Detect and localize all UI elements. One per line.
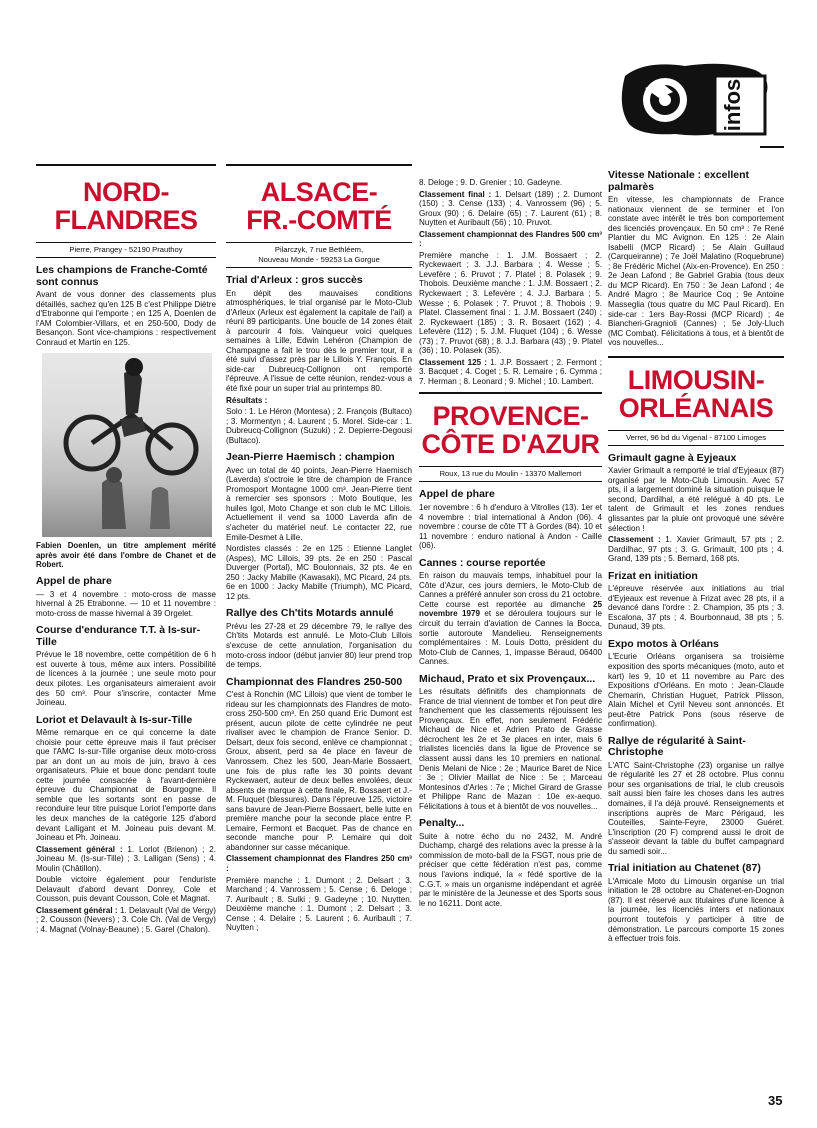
article-body: L'Ecurie Orléans organisera sa troisième exposition des sports mécaniques (moto, auto et kart) les 9, 10 et 11 novembre au Parc des Expositions d'Orléans. En moto : Jean-Claude Chemarin, Christian Huguet, Patrick Plisson, Alain Michel et Cyril Neveu sont annoncés. Et peut-être Patrick Pons (sous réserve de confirmation).: [608, 652, 784, 729]
column-limousin: [608, 170, 784, 946]
article-results-label: Classement championnat des Flandres 500 cm³ :: [419, 229, 602, 249]
article-body: Xavier Grimault a remporté le trial d'Eyjeaux (87) organisé par le Moto-Club Limousin. Avec 57 pts, il a largement dominé la situation puisque le second, Dardilhal, a été relégué à 40 pts. Le talent de Grimault et les zones rendues glissantes par la pluie ont provoqué une sévère sélection !: [608, 466, 784, 533]
article-title: Rallye des Ch'tits Motards annulé: [226, 607, 394, 620]
article-body: En dépit des mauvaises conditions atmosphériques, le trial organisé par le Moto-Club d'Arleux (Arleux est également la capitale de l'ail) a réuni 89 participants. Une boucle de 14 zones était à parcourir 4 fois. Vainqueur voici quelques semaines à Lille, Edwin Lehéron (Champion de Champagne a fait le trou dès le premier tour, il a été suivi d'assez près par le Lillois Y. François. En side-car Dubreucq-Collignon ont remporté l'épreuve. A l'issue de cette réunion, rendez-vous a été fixé pour un super trial au printemps 80.: [226, 288, 412, 393]
article-body: 1er novembre : 6 h d'enduro à Vitrolles (13). 1er et 4 novembre : trial international à Andon (06). 4 novembre : course de côte TT à Gordes (84). 10 et 11 novembre : enduro national à Andon - Caille (06).: [419, 502, 602, 551]
region-header-limousin: [608, 358, 784, 446]
column-rule-4: [760, 146, 784, 148]
column-rule-2: [226, 164, 412, 166]
region-address: Pilarczyk, 7 rue Bethléem, Nouveau Monde - 59253 La Gorgue: [258, 245, 380, 264]
article-body: — 3 et 4 novembre : moto-cross de masse hivernal à 25 Etrabonne. — 10 et 11 novembre : moto-cross de masse hivernal à 39 Orgelet.: [36, 589, 216, 618]
article-title: Trial initiation au Chatenet (87): [608, 862, 761, 875]
article-results: Classement : 1. Xavier Grimault, 57 pts ; 2. Dardilhac, 97 pts ; 3. G. Grimault, 100 pts ; 4. Grand, 139 pts ; 5. Bernard, 168 pts.: [608, 535, 784, 564]
article-body: Prévue le 18 novembre, cette compétition de 6 h est ouverte à tous, même aux inters. Possibilité de licences à la journée ; une seule moto pour deux pilotes. Les organisateurs aimeraient avoir des 50 cm³. Pour s'inscrire, contacter Mme Joineau.: [36, 650, 216, 708]
article-body: En raison du mauvais temps, inhabituel pour la Côte d'Azur, ces jours derniers, le Moto-Club de Cannes a préféré annuler son cross du 21 octobre. Cette course est reportée au dimanche 25 novembre 1979 et se déroulera toujours sur le circuit du terrain d'aviation de Cannes la Bocca, sortie autoroute Mandelieu. Renseignements complémentaires : M. Louis Dotto, président du Moto-Club de Cannes, 1, impasse Béraud, 06400 Cannes.: [419, 571, 603, 667]
column-provence: [419, 178, 602, 910]
article-title: Vitesse Nationale : excellent palmarès: [608, 169, 750, 193]
article-body: L'ATC Saint-Christophe (23) organise un rallye de régularité les 27 et 28 octobre. Plus connu pour ses organisations de trial, le club creusois sait aussi bien faire les choses dans les autres domaines, il l'a déjà prouvé. Renseignements et inscriptions auprès de Marc Périgaud, les Couteilles, Sainte-Feyre, 23000 Guéret. L'inscription (20 F) comprend aussi le droit de s'asseoir devant la table du buffet campagnard du samedi soir...: [608, 760, 784, 856]
infos-logo: [615, 58, 775, 140]
article-body: Même remarque en ce qui concerne la date choisie pour cette épreuve mais il faut préciser que l'AMC Is-sur-Tille organise deux moto-cross par an dont un au mois de juin, bravo à ces organisateurs. Pluie et boue donc pendant toute cette journée consacrée à l'avant-dernière épreuve du Championnat de Bourgogne. Il semble que les sortants sont en passe de reconduire leur titre puisque Loriot l'emporte dans les deux manches de la catégorie 125 d'abord devant Lalligant et M. Joineau puis devant M. Joineau et Ph. Joineau.: [36, 728, 216, 843]
article-title: Les champions de Franche-Comté sont connus: [36, 264, 208, 288]
article-body: L'Amicale Moto du Limousin organise un trial initiation le 28 octobre au Chatenet-en-Dognon (87). Il est réservé aux titulaires d'une licence à la journée, les licenciés inters et nationaux pourront toutefois y participer à titre de démonstration. Le parcours comporte 15 zones à effectuer trois fois.: [608, 876, 784, 944]
article-title: Appel de phare: [36, 575, 112, 588]
article-title: Loriot et Delavault à Is-sur-Tille: [36, 713, 193, 726]
page-number: 35: [768, 1093, 783, 1108]
article-title: Appel de phare: [419, 488, 495, 501]
article-body: Les résultats définitifs des championnats de France de trial viennent de tomber et l'on peut dire franchement que les classements réjouissent les Provençaux. En effet, non seulement Frédéric Michaud de Nice et Adrien Prato de Grasse décrochent les 2e et 3e places en inter, mais 6 trialistes licenciés dans la ligue de Provence se classent aussi dans les 10 premiers en national. Denis Melani de Nice : 2e ; Maurice Baret de Nice : 3e ; Olivier Maillat de Nice : 5e ; Marceau Montesinos d'Arles : 7e ; Michel Girard de Grasse et Philippe Ranc de Mazan : 10e ex-aequo. Félicitations à tous et à bientôt de vos nouvelles...: [419, 687, 602, 811]
article-results: Solo : 1. Le Héron (Montesa) ; 2. François (Bultaco) ; 3. Mormentyn ; 4. Laurent ; 5. Morel. Side-car : 1. Dubreucq-Collignon (Suzuki) ; 2. Depierre-Degousi (Bultaco).: [226, 407, 412, 445]
article-title: Penalty...: [419, 817, 465, 830]
region-title: NORD- FLANDRES: [54, 177, 198, 235]
article-body: Prévu les 27-28 et 29 décembre 79, le rallye des Ch'tits Motards est annulé. Le Moto-Club Lillois s'excuse de cette annulation, l'organisation du moto-cross indoor (début janvier 80) leur prend trop de temps.: [226, 621, 412, 670]
article-title: Michaud, Prato et six Provençaux...: [419, 672, 596, 685]
article-title: Trial d'Arleux : gros succès: [226, 274, 363, 286]
article-title: Rallye de régularité à Saint-Christophe: [608, 734, 746, 759]
article-results: Première manche : 1. J.M. Bossaert ; 2. Ryckewaert ; 3. J.J. Barbara ; 4. Wesse ; 5. Levefère ; 6. Pruvot ; 7. Platel ; 8. Polasek ; 9. Thobois. Deuxième manche : 1. J.M. Bossaert ; 2. Ryckewaert ; 3. Lefevère ; 4. J.J. Barbara ; 5. Wesse ; 6. Polasek ; 7. Pruvot ; 8. Thobois ; 9. Platel. Classement final : 1. J.M. Bossaert (240) ; 2. Ryckewaert (185) ; 3. R. Bosaert (162) ; 4. Lefevère (112) ; 5. J.M. Fluquet (104) ; 6. Wesse (73) ; 7. Pruvot (68) ; 8. J.J. Barbara (43) ; 9. Platel (36) ; 10. Polasek (35).: [419, 250, 602, 356]
region-header-nord: [36, 170, 216, 258]
region-address: Roux, 13 rue du Moulin - 13370 Mallemort: [439, 469, 582, 479]
region-header-provence: [419, 394, 602, 482]
region-address: Pierre, Prangey - 52190 Prauthoy: [69, 245, 183, 254]
article-title: Cannes : course reportée: [419, 556, 546, 569]
article-results: Classement général : 1. Delavault (Val de Vergy) ; 2. Cousson (Nevers) ; 3. Cole Ch. (Val de Vergy) ; 4. Magnat (Volnay-Beaune) ; 5. Garel (Chalon).: [36, 905, 216, 935]
article-body: C'est à Ronchin (MC Lillois) que vient de tomber le rideau sur les championnats des Flandres de moto-cross 250-500 cm³. En 250 quand Eric Dumont est présent, aucun pilote de cette cylindrée ne peut rivaliser avec le champion de France Senior. D. Delsart, deux fois second, enlève ce championnat ; Groux, absent, perd sa 4e place en faveur de Vanrossem. Chez les 500, Jean-Marie Bossaert, une fois de plus rafle les 30 points devant Ryckewaert, auteur de deux belles envolées, deux absents de marque à cette finale, R. Bossaert et J.-M. Fluquet (blessures). Dans l'épreuve 125, victoire sans bavure de Jean-Pierre Bossaert, belle lutte en première manche pour la seconde place entre P. Lemaire, Fermont et Bacquet. Pas de chance en seconde manche pour P. Lemaire qui doit abandonner sur casse mécanique.: [226, 690, 412, 852]
article-results: Première manche : 1. Dumont ; 2. Delsart ; 3. Marchand ; 4. Vanrossem ; 5. Cense ; 6. Deloge ; 7. Auribault ; 8. Sulki ; 9. Gadeyne ; 10. Nuytten. Deuxième manche : 1. Dumont ; 2. Delsart ; 3. Cense ; 4. Delaire ; 5. Laurent ; 6. Auribault ; 7. Nuytten ;: [226, 875, 412, 933]
article-body: Suite à notre écho du no 2432, M. André Duchamp, chargé des relations avec la presse à la commission de moto-ball de la FSGT, nous prie de préciser que cette fédération n'est pas, comme nous l'avions indiqué, la « fédé sportive de la C.G.T. » mais un organisme indépendant et agréé par le ministère de la Jeunesse et des Sports sous le no 16211. Dont acte.: [419, 831, 602, 908]
article-results-label: Classement championnat des Flandres 250 cm³ :: [226, 854, 412, 873]
article-title: Expo motos à Orléans: [608, 637, 719, 650]
photo-caption: Fabien Doenlen, un titre amplement mérité après avoir été dans l'ombre de Chanet et de Robert.: [36, 541, 216, 569]
column-alsace: [226, 170, 412, 935]
article-title: Grimault gagne à Eyjeaux: [608, 451, 737, 464]
article-results: Classement général : 1. Lorlot (Brienon) ; 2. Joineau M. (Is-sur-Tille) ; 3. Lalligan (Sens) ; 4. Moulin (Châtillon).: [36, 844, 216, 873]
region-title: PROVENCE- CÔTE D'AZUR: [421, 401, 600, 460]
article-title: Championnat des Flandres 250-500: [226, 675, 403, 688]
article-body: Nordistes classés : 2e en 125 : Etienne Langlet (Aspes), MC Lillois, 39 pts. 2e en 250 : Pascal Duverger (Portal), MC Boulonnais, 32 pts. 4e en 250 : Jacky Mabille (Kawasaki), MC Picard, 24 pts. 6e en 1000 : Jacky Mabille (Triumph), MC Picard, 12 pts.: [226, 544, 412, 601]
article-title: Course d'endurance T.T. à Is-sur-Tille: [36, 624, 201, 648]
article-results: Classement 125 : 1. J.P. Bossaert ; 2. Fermont ; 3. Bacquet ; 4. Coget ; 5. R. Lemaire ; 6. Cymma ; 7. Herman ; 8. Leonard ; 9. Michel ; 10. Lambert.: [419, 357, 602, 386]
logo-text: infos: [720, 78, 745, 132]
article-results-label: Résultats :: [226, 395, 268, 405]
article-body: En vitesse, les championnats de France nationaux viennent de se terminer et l'on constate avec intérêt le très bon comportement des licenciés provençaux. En 50 cm³ : 7e René Plantier du MC Avignon. En 125 : 2e Alain Isabelli (MCP Ricard) ; 5e Alain Guillaud (Carqueiranne) ; 7e Joël Malatino (Roquebrune) ; 8e Frédéric Michel (Aix-en-Provence). En 250 : 2e Jean Lafond ; 8e Gabriel Grabia (tous deux du MCP Ricard). En 750 : 3e Jean Lafond ; 4e André Magro ; 8e Maurice Coq ; 9e Antoine Masseglia (tous quatre du MC Paul Ricard). En side-car : 1ers Bay-Rossi (MCP Ricard) ; 4e Biancheri-Gragnioli (Cannes) ; 5e Joly-Lluch (MC Combat). Félicitations à tous, et à bientôt de vos nouvelles...: [608, 195, 784, 348]
article-body: Double victoire également pour l'enduriste Delavault d'abord devant Donrey, Cole et Cousson, puis devant Cousson, Cole et Magnat.: [36, 875, 216, 904]
article-title: Jean-Pierre Haemisch : champion: [226, 451, 395, 464]
column-rule-1: [36, 164, 216, 166]
region-title: ALSACE- FR.-COMTÉ: [246, 177, 392, 235]
region-title: LIMOUSIN- ORLÉANAIS: [618, 364, 774, 423]
motocross-photo: [42, 353, 212, 537]
article-title: Frizat en initiation: [608, 569, 698, 582]
region-header-alsace: [226, 170, 412, 268]
article-results: Classement final : 1. Delsart (189) ; 2. Dumont (150) ; 3. Cense (133) ; 4. Vanrossem (96) ; 5. Groux (90) ; 6. Delaire (65) ; 7. Laurent (61) ; 8. Nuytten et Auribault (56) ; 10. Pruvot.: [419, 189, 602, 228]
column-nord: [36, 170, 216, 937]
region-address: Verret, 96 bd du Vigenal - 87100 Limoges: [625, 432, 767, 442]
article-body: Avant de vous donner des classements plus détaillés, sachez qu'en 125 B c'est Philippe Diètre d'Etrabonne qui l'emporte ; en 125 A, Doenlen de l'AM Colombier-Villars, et en 250-500, Dody de Besançon. Sont vice-champions : respectivement Conraud et Martin en 125.: [36, 290, 216, 347]
article-body: 8. Deloge ; 9. D. Grenier ; 10. Gadeyne.: [419, 178, 563, 187]
article-body: L'épreuve réservée aux initiations au trial d'Eyjeaux est revenue à Frizat avec 28 pts, il a devancé dans l'ordre : 2. Champion, 35 pts ; 3. Escalona, 37 pts ; 4. Bourbonnaud, 38 pts ; 5. Dunaud, 39 pts.: [608, 584, 784, 632]
rider-image: [42, 353, 212, 537]
article-body: Avec un total de 40 points, Jean-Pierre Haemisch (Laverda) s'octroie le titre de champion de France Promosport Montagne 1000 cm³. Jean-Pierre tient à remercier ses sponsors : Moto Boutique, les huiles Igol, Moto Change et son club le MC Lillois. Actuellement il vend sa 1000 Laverda afin de s'acheter du matériel neuf. Le contacter 22, rue Emile-Desmet à Lille.: [226, 465, 412, 542]
